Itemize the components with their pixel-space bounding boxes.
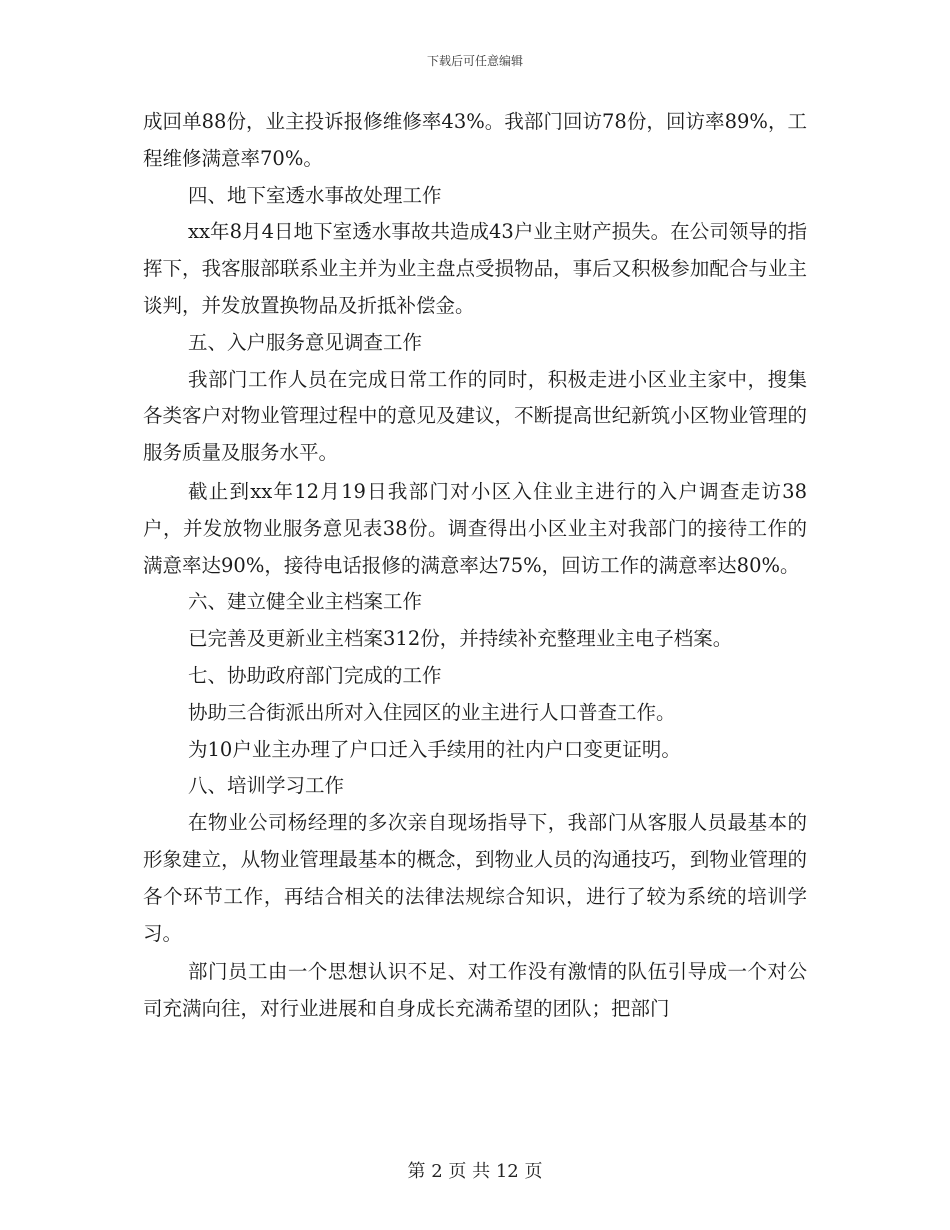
paragraph-household-registration: 为10户业主办理了户口迁入手续用的社内户口变更证明。 <box>188 737 681 761</box>
document-body <box>143 104 807 1028</box>
paragraph-owner-files: 已完善及更新业主档案312份，并持续补充整理业主电子档案。 <box>188 627 733 651</box>
section-heading-survey: 五、入户服务意见调查工作 <box>188 330 423 354</box>
section-heading-basement-leak: 四、地下室透水事故处理工作 <box>188 183 442 207</box>
section-heading-owner-files: 六、建立健全业主档案工作 <box>188 590 423 614</box>
page-number: 第 2 页 共 12 页 <box>407 1161 543 1182</box>
section-heading-government: 七、协助政府部门完成的工作 <box>188 663 442 687</box>
paragraph-survey-results: 截止到xx年12月19日我部门对小区入住业主进行的入户调查走访38户，并发放物业服务意见表38份。调查得出小区业主对我部门的接待工作的满意率达90%，接待电话报修的满意率达75%，回访工作的满意率达80%。 <box>143 479 807 577</box>
page-header-note: 下载后可任意编辑 <box>426 54 523 68</box>
paragraph-training: 在物业公司杨经理的多次亲自现场指导下，我部门从客服人员最基本的形象建立，从物业管理最基本的概念，到物业人员的沟通技巧，到物业管理的各个环节工作，再结合相关的法律法规综合知识，进行了较为系统的培训学习。 <box>143 811 807 945</box>
paragraph-basement-leak: xx年8月4日地下室透水事故共造成43户业主财产损失。在公司领导的指挥下，我客服部联系业主并为业主盘点受损物品，事后又积极参加配合与业主谈判，并发放置换物品及折抵补偿金。 <box>143 220 807 317</box>
paragraph-census: 协助三合街派出所对入住园区的业主进行人口普查工作。 <box>188 700 676 724</box>
paragraph-team-growth: 部门员工由一个思想认识不足、对工作没有激情的队伍引导成一个对公司充满向往，对行业进展和自身成长充满希望的团队；把部门 <box>143 960 807 1021</box>
paragraph-survey-intro: 我部门工作人员在完成日常工作的同时，积极走进小区业主家中，搜集各类客户对物业管理过程中的意见及建议，不断提高世纪新筑小区物业管理的服务质量及服务水平。 <box>143 367 807 465</box>
paragraph-continuation: 成回单88份，业主投诉报修维修率43%。我部门回访78份，回访率89%，工程维修满意率70%。 <box>143 110 807 170</box>
section-heading-training: 八、培训学习工作 <box>188 774 345 798</box>
